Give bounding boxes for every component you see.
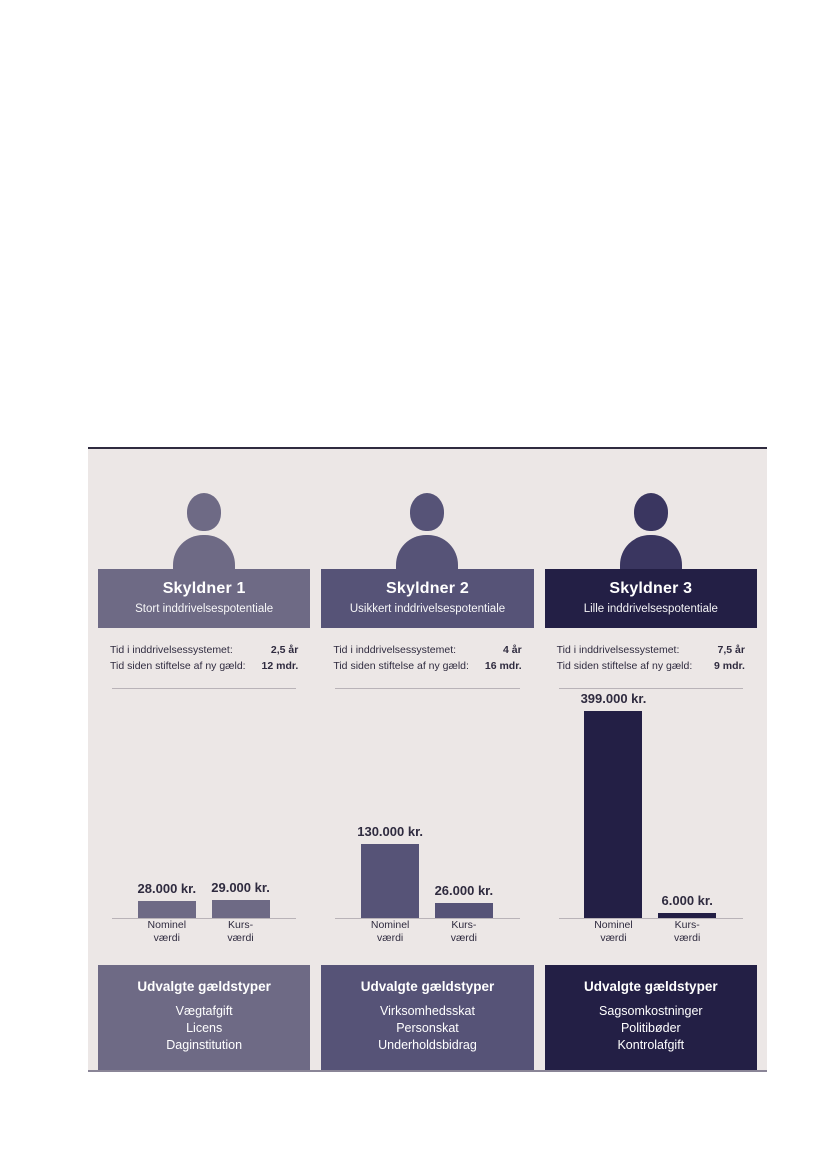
bar-value-label-kurs: 29.000 kr. bbox=[211, 880, 270, 896]
footer-item: Daginstitution bbox=[166, 1038, 243, 1052]
debtor-chart-3 bbox=[545, 680, 757, 965]
bar-value-label-nominal: 130.000 kr. bbox=[357, 823, 424, 839]
person-icon bbox=[173, 493, 235, 569]
debtor-footer-3 bbox=[545, 965, 757, 1070]
stat-value: 2,5 år bbox=[270, 644, 299, 656]
avatar-area-3 bbox=[545, 449, 757, 569]
chart-divider bbox=[335, 688, 519, 689]
stat-value: 9 mdr. bbox=[714, 660, 745, 672]
debtor-header-3 bbox=[545, 569, 757, 628]
stat-value: 4 år bbox=[502, 644, 522, 656]
footer-item: Virksomhedsskat bbox=[380, 1004, 475, 1018]
person-icon bbox=[620, 493, 682, 569]
footer-item: Politibøder bbox=[620, 1021, 681, 1035]
plot-area bbox=[112, 694, 296, 919]
person-head bbox=[410, 493, 444, 531]
chart-divider bbox=[112, 688, 296, 689]
person-body bbox=[173, 535, 235, 569]
debtor-header-2 bbox=[321, 569, 533, 628]
debtor-columns bbox=[88, 449, 767, 1070]
axis-label-line2: værdi bbox=[377, 932, 404, 944]
axis-labels bbox=[335, 919, 519, 953]
bar-nominal bbox=[361, 844, 419, 918]
person-head bbox=[187, 493, 221, 531]
stat-label: Tid siden stiftelse af ny gæld: bbox=[556, 660, 693, 672]
plot-area bbox=[559, 691, 743, 919]
footer-item: Sagsomkostninger bbox=[599, 1004, 703, 1018]
person-body bbox=[620, 535, 682, 569]
footer-title: Udvalgte gældstyper bbox=[137, 979, 271, 994]
stat-label: Tid i inddrivelsessystemet: bbox=[333, 644, 457, 656]
debtor-chart-2 bbox=[321, 680, 533, 965]
stat-row bbox=[325, 642, 529, 658]
axis-label-line2: værdi bbox=[153, 932, 180, 944]
footer-title: Udvalgte gældstyper bbox=[360, 979, 495, 994]
footer-item: Vægtafgift bbox=[175, 1004, 233, 1018]
stat-label: Tid siden stiftelse af ny gæld: bbox=[110, 660, 246, 672]
person-icon bbox=[396, 493, 458, 569]
debtor-footer-2 bbox=[321, 965, 533, 1070]
stat-label: Tid siden stiftelse af ny gæld: bbox=[333, 660, 469, 672]
footer-title: Udvalgte gældstyper bbox=[584, 979, 718, 994]
axis-label-line2: værdi bbox=[227, 932, 254, 944]
debtor-column-2 bbox=[321, 449, 533, 1070]
bar-nominal bbox=[138, 901, 196, 918]
avatar-area-2 bbox=[321, 449, 533, 569]
debtor-title: Skyldner 2 bbox=[386, 580, 469, 597]
avatar-area-1 bbox=[98, 449, 310, 569]
chart-divider bbox=[559, 688, 743, 689]
bar-kurs bbox=[435, 903, 493, 918]
debtor-column-3 bbox=[545, 449, 757, 1070]
axis-label-line2: værdi bbox=[600, 932, 627, 944]
stat-label: Tid i inddrivelsessystemet: bbox=[556, 644, 680, 656]
stat-value: 7,5 år bbox=[717, 644, 745, 656]
stat-label: Tid i inddrivelsessystemet: bbox=[110, 644, 233, 656]
axis-label-kurs bbox=[404, 919, 524, 945]
stat-row bbox=[102, 658, 306, 674]
debtor-header-1 bbox=[98, 569, 310, 628]
stat-value: 12 mdr. bbox=[261, 660, 299, 672]
axis-label-line1: Kurs- bbox=[227, 919, 254, 931]
bar-value-label-kurs: 6.000 kr. bbox=[661, 893, 713, 909]
axis-label-line1: Kurs- bbox=[451, 919, 477, 931]
debtor-stats-3 bbox=[545, 628, 757, 680]
person-head bbox=[634, 493, 668, 531]
stat-value: 16 mdr. bbox=[484, 660, 522, 672]
stat-row bbox=[549, 658, 753, 674]
debtor-footer-1 bbox=[98, 965, 310, 1070]
debtor-subtitle: Usikkert inddrivelsespotentiale bbox=[349, 603, 506, 615]
debtor-title: Skyldner 1 bbox=[162, 580, 246, 597]
axis-label-line1: Kurs- bbox=[674, 919, 700, 931]
debtor-subtitle: Stort inddrivelsespotentiale bbox=[135, 603, 274, 615]
footer-item: Personskat bbox=[396, 1021, 459, 1035]
axis-label-kurs bbox=[627, 919, 747, 945]
debtor-title: Skyldner 3 bbox=[609, 580, 693, 597]
stat-row bbox=[549, 642, 753, 658]
bar-value-label-nominal: 399.000 kr. bbox=[580, 691, 647, 706]
axis-label-line2: værdi bbox=[674, 932, 701, 944]
debtor-chart-1 bbox=[98, 680, 310, 965]
person-body bbox=[396, 535, 458, 569]
stat-row bbox=[325, 658, 529, 674]
bar-kurs bbox=[212, 900, 270, 918]
debtor-subtitle: Lille inddrivelsespotentiale bbox=[583, 603, 718, 615]
footer-item: Licens bbox=[186, 1021, 223, 1035]
axis-label-line1: Nominel bbox=[370, 919, 410, 931]
stat-row bbox=[102, 642, 306, 658]
axis-label-line2: værdi bbox=[450, 932, 477, 944]
footer-item: Kontrolafgift bbox=[617, 1038, 685, 1052]
debtor-profile-figure bbox=[88, 447, 767, 1072]
bar-nominal bbox=[584, 711, 642, 918]
footer-item: Underholdsbidrag bbox=[378, 1038, 477, 1052]
debtor-stats-2 bbox=[321, 628, 533, 680]
axis-labels bbox=[559, 919, 743, 953]
bar-value-label-kurs: 26.000 kr. bbox=[434, 882, 494, 898]
axis-label-kurs bbox=[181, 919, 301, 945]
plot-area bbox=[335, 694, 519, 919]
axis-labels bbox=[112, 919, 296, 953]
axis-label-line1: Nominel bbox=[594, 919, 633, 931]
debtor-column-1 bbox=[98, 449, 310, 1070]
debtor-stats-1 bbox=[98, 628, 310, 680]
axis-label-line1: Nominel bbox=[147, 919, 187, 931]
bar-value-label-nominal: 28.000 kr. bbox=[137, 881, 197, 897]
